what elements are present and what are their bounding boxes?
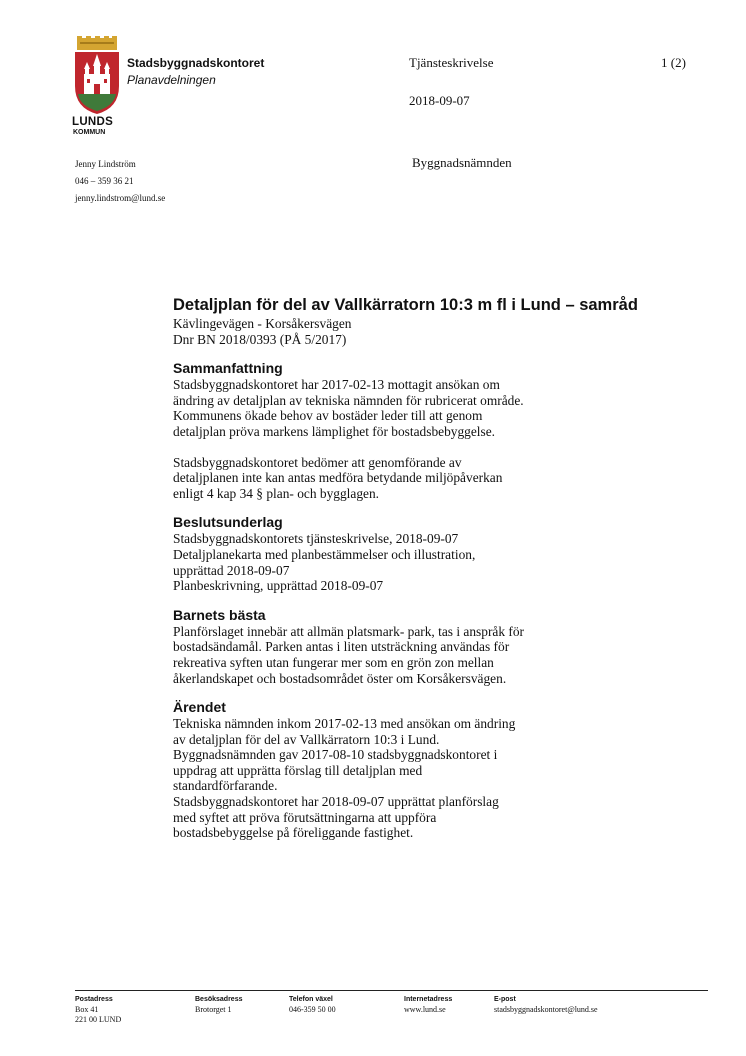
paragraph-line: detaljplan pröva markens lämplighet för bostadsbebyggelse. xyxy=(173,423,496,439)
paragraph-line: Kommunens ökade behov av bostäder leder till att genom xyxy=(173,408,483,424)
contact-email[interactable]: jenny.lindstrom@lund.se xyxy=(75,193,166,203)
section-heading-basis: Beslutsunderlag xyxy=(173,514,283,531)
section-heading-child: Barnets bästa xyxy=(173,606,266,623)
paragraph-line: Stadsbyggnadskontoret har 2018-09-07 upprättat planförslag xyxy=(173,794,499,810)
paragraph-line: Planförslaget innebär att allmän platsmark- park, tas i anspråk för xyxy=(173,623,525,639)
paragraph-line: Detaljplanekarta med planbestämmelser och illustration, xyxy=(173,546,476,562)
footer-web-link[interactable]: www.lund.se xyxy=(404,1005,446,1014)
document-title: Detaljplan för del av Vallkärratorn 10:3 m fl i Lund – samråd xyxy=(173,296,638,314)
logo-text-lunds: LUNDS xyxy=(72,116,114,128)
logo-text-kommun: KOMMUN xyxy=(73,129,106,136)
lunds-kommun-logo xyxy=(72,36,122,148)
footer-visit-address xyxy=(195,995,242,1015)
subtitle-line: Dnr BN 2018/0393 (PÅ 5/2017) xyxy=(173,331,347,347)
footer-postal-address xyxy=(75,995,121,1025)
paragraph-line: åkerlandskapet och bostadsområdet öster om Korsåkersvägen. xyxy=(173,670,507,686)
footer-web xyxy=(404,995,452,1015)
footer-email xyxy=(494,995,598,1015)
footer-label: Postadress xyxy=(75,996,113,1003)
org-name: Stadsbyggnadskontoret xyxy=(127,56,265,70)
paragraph-line: bostadsändamål. Parken antas i liten utsträckning användas för xyxy=(173,639,510,655)
footer-value: Brotorget 1 xyxy=(195,1005,232,1014)
paragraph-line: standardförfarande. xyxy=(173,778,278,794)
recipient: Byggnadsnämnden xyxy=(412,155,512,170)
subtitle-line: Kävlingevägen - Korsåkersvägen xyxy=(173,316,352,331)
document-date: 2018-09-07 xyxy=(409,93,470,108)
footer-label: E-post xyxy=(494,996,516,1003)
paragraph-line: ändring av detaljplan av tekniska nämnden för rubricerat område. xyxy=(173,392,524,408)
footer-value: 046-359 50 00 xyxy=(289,1005,336,1014)
footer-label: Internetadress xyxy=(404,996,453,1003)
footer-phone xyxy=(289,995,336,1015)
paragraph-line: Byggnadsnämnden gav 2017-08-10 stadsbyggnadskontoret i xyxy=(173,747,498,763)
footer-value: Box 41 xyxy=(75,1005,99,1014)
paragraph-line: upprättad 2018-09-07 xyxy=(173,562,290,578)
paragraph-line: av detaljplan för del av Vallkärratorn 10:3 i Lund. xyxy=(173,731,440,747)
contact-name: Jenny Lindström xyxy=(75,159,136,169)
footer-email-link[interactable]: stadsbyggnadskontoret@lund.se xyxy=(494,1005,598,1014)
paragraph-line: Stadsbyggnadskontoret har 2017-02-13 mottagit ansökan om xyxy=(173,377,500,393)
paragraph-line: uppdrag att upprätta förslag till detaljplan med xyxy=(173,762,423,778)
page-number: 1 (2) xyxy=(661,55,686,70)
paragraph-line: Stadsbyggnadskontorets tjänsteskrivelse, 2018-09-07 xyxy=(173,531,459,547)
paragraph-line: enligt 4 kap 34 § plan- och bygglagen. xyxy=(173,485,380,501)
section-heading-matter: Ärendet xyxy=(173,699,226,716)
paragraph-line: Stadsbyggnadskontoret bedömer att genomförande av xyxy=(173,454,462,470)
paragraph-line: detaljplanen inte kan antas medföra betydande miljöpåverkan xyxy=(173,470,503,486)
paragraph-line: Planbeskrivning, upprättad 2018-09-07 xyxy=(173,578,384,594)
footer-label: Besöksadress xyxy=(195,996,243,1003)
contact-phone: 046 – 359 36 21 xyxy=(75,176,134,186)
paragraph-line: rekreativa syften utan fungerar mer som en grön zon mellan xyxy=(173,654,494,670)
paragraph-line: Tekniska nämnden inkom 2017-02-13 med ansökan om ändring xyxy=(173,716,516,732)
paragraph-line: med syftet att pröva förutsättningarna att uppföra xyxy=(173,809,437,825)
org-department: Planavdelningen xyxy=(127,73,216,87)
paragraph-line: bostadsbebyggelse på föreliggande fastighet. xyxy=(173,825,414,841)
footer-label: Telefon växel xyxy=(289,996,333,1003)
document-type: Tjänsteskrivelse xyxy=(409,55,494,70)
section-heading-summary: Sammanfattning xyxy=(173,360,283,377)
footer-divider xyxy=(75,990,708,991)
footer-value: 221 00 LUND xyxy=(75,1015,122,1024)
document-body xyxy=(173,294,713,841)
